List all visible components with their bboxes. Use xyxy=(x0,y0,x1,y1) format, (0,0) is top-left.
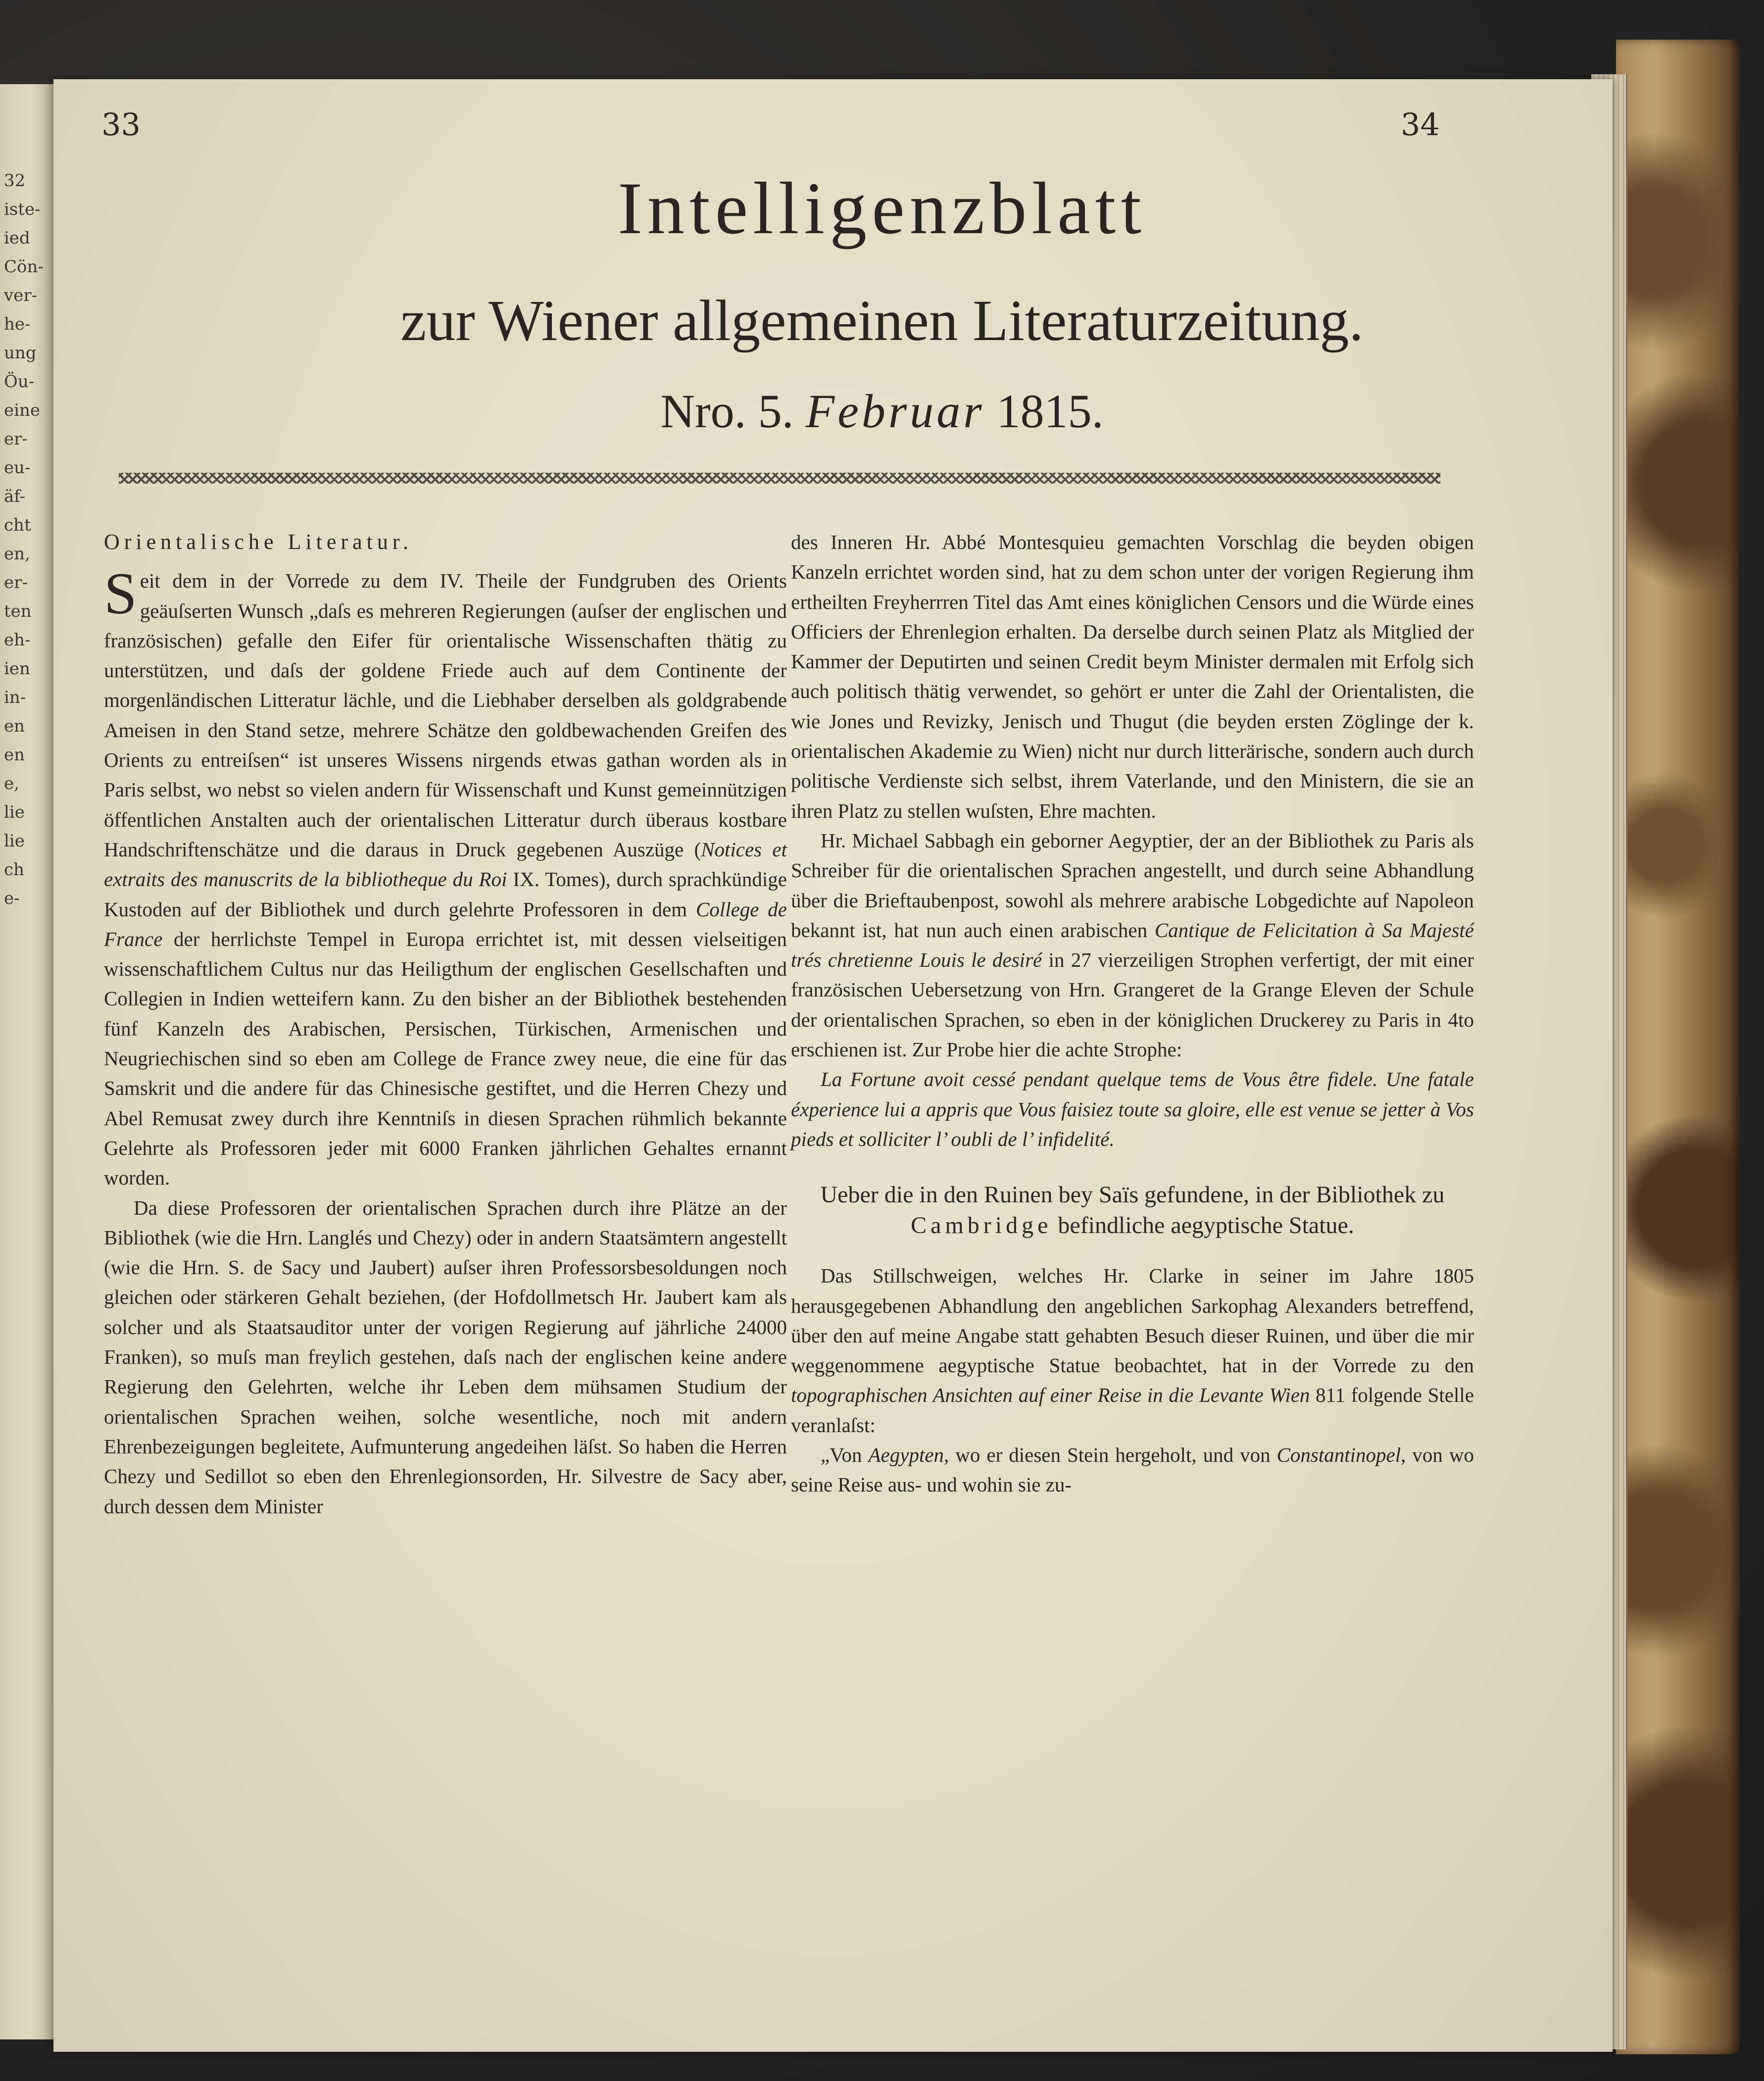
margin-fragment: e, xyxy=(4,774,19,793)
margin-fragment: cht xyxy=(4,515,31,535)
facing-page-left xyxy=(0,84,57,2039)
heading-run: Ueber die in den Ruinen bey Saïs gefundene, in der Bibliothek zu xyxy=(820,1182,1445,1208)
right-paragraph-2 xyxy=(791,826,1474,1064)
section-title: Orientalische Literatur. xyxy=(104,530,413,554)
margin-fragment: en, xyxy=(4,544,30,564)
italic-title: Notices et extraits des manuscrits de la bibliotheque du Roi xyxy=(104,838,787,891)
margin-fragment: ten xyxy=(4,601,32,621)
margin-fragment: lie xyxy=(4,802,25,822)
text-run: IX. Tomes), durch sprachkündige Kustoden auf der Bibliothek und durch gelehrte Professoren in dem xyxy=(104,868,787,921)
issue-number: Nro. 5. xyxy=(660,385,794,438)
left-column xyxy=(104,527,787,1521)
margin-fragment: ung xyxy=(4,343,37,363)
left-paragraph-1 xyxy=(104,560,787,1192)
margin-fragment: 32 xyxy=(4,171,26,191)
page-number-right: 34 xyxy=(1401,106,1440,143)
text-run: Das Stillschweigen, welches Hr. Clarke in seiner im Jahre 1805 herausgegebenen Abhandlung den angeblichen Sarkophag Alexanders betreffend, über den auf meine Angabe statt gehabten Besuch dieser Ruinen, und über die mir weggenommene aegyptische Statue beobachtet, hat in der Vorrede zu den xyxy=(791,1264,1474,1377)
margin-fragment: eine xyxy=(4,400,41,420)
page-number-left: 33 xyxy=(101,106,141,143)
issue-month: Februar xyxy=(805,385,985,438)
heading-run: befindliche aegyptische Statue. xyxy=(1052,1212,1354,1239)
margin-fragment: lie xyxy=(4,831,25,851)
text-run: eit dem in der Vorrede zu dem IV. Theile der Fundgruben des Orients geäuſserten Wunsch „daſs es mehreren Regierungen (auſser der englischen und französischen) gefalle den Eifer für orientalische Wissenschaften thätig zu unterstützen, und daſs der goldene Friede auch auf dem Continente der morgenländischen Litteratur lächle, und die Liebhaber derselben als goldgrabende Ameisen in den Stand setze, mehrere Schätze den goldbewachenden Greifen des Orients zu entreiſsen“ ist unseres Wissens nirgends etwas gathan worden als in Paris selbst, wo nebst so vielen andern für Wissenschaft und Kunst gemeinnützigen öffentlichen Anstalten auch der orientalischen Litteratur durch überaus kostbare Handschriftenschätze und die daraus in Druck gegebenen Auszüge ( xyxy=(104,569,787,861)
article-heading xyxy=(791,1180,1474,1241)
margin-fragment: e- xyxy=(4,889,20,908)
text-run: Hr. Michael Sabbagh ein geborner Aegyptier, der an der Bibliothek zu Paris als Schreiber für die orientalischen Sprachen angestellt, und durch seine Abhandlung über die Brieftaubenpost, sowohl als mehrere arabische Lobgedichte auf Napoleon bekannt ist, hat nun auch einen arabischen xyxy=(791,829,1474,941)
right-column xyxy=(791,527,1474,1500)
italic-title: Cantique de Felicitation à Sa Majesté trés chretienne Louis le desiré xyxy=(791,918,1474,972)
text-run: in 27 vierzeiligen Strophen verfertigt, der mit einer französischen Uebersetzung von Hrn. Grangeret de la Grange Eleven der Schule der orientalischen Sprachen, so eben in der königlichen Druckerey zu Paris in 4to erschienen ist. Zur Probe hier die achte Strophe: xyxy=(791,948,1474,1061)
masthead-subtitle: zur Wiener allgemeinen Literaturzeitung. xyxy=(400,288,1364,353)
margin-fragment: ch xyxy=(4,860,24,880)
margin-fragment: ien xyxy=(4,659,30,679)
heading-spaced-word: Cambridge xyxy=(911,1212,1052,1239)
french-quote: La Fortune avoit cessé pendant quelque tems de Vous être fidele. Une fatale éxperience lui a appris que Vous faisiez toute sa gloire, elle est venue se jetter à Vos pieds et solliciter l’ oubli de l’ infidelité. xyxy=(791,1068,1474,1150)
margin-fragment: he- xyxy=(4,314,31,334)
text-run: , von wo seine Reise aus- und wohin sie zu- xyxy=(791,1443,1474,1496)
right-paragraph-3 xyxy=(791,1261,1474,1440)
text-run: der herrlichste Tempel in Europa errichtet ist, mit dessen vielseitigen wissenschaftlichem Cultus nur das Heiligthum der englischen Gesellschaften und Collegien in Indien wetteifern kann. Zu den bisher an der Bibliothek bestehenden fünf Kanzeln des Arabischen, Persischen, Türkischen, Armenischen und Neugriechischen sind so eben am College de France zwey neue, die eine für das Samskrit und die andere für das Chinesische gestiftet, und die Herren Chezy und Abel Remusat zwey durch ihre Kenntniſs in diesen Sprachen rühmlich bekannte Gelehrte als Professoren jeder mit 6000 Franken jährlichen Gehaltes ernannt worden. xyxy=(104,927,787,1189)
margin-fragment: Öu- xyxy=(4,372,35,392)
ornamental-rule xyxy=(119,473,1440,484)
margin-fragment: iste- xyxy=(4,199,41,219)
right-paragraph-4 xyxy=(791,1440,1474,1500)
margin-fragment: äf- xyxy=(4,487,26,506)
margin-fragment: er- xyxy=(4,429,28,449)
italic-name: College de France xyxy=(104,897,787,950)
italic-place: Constantinopel xyxy=(1276,1443,1401,1467)
margin-fragment: en xyxy=(4,716,25,736)
masthead-title: Intelligenzblatt xyxy=(618,167,1146,249)
margin-fragment: eu- xyxy=(4,458,31,478)
margin-fragment: in- xyxy=(4,688,26,707)
left-paragraph-2: Da diese Professoren der orientalischen Sprachen durch ihre Plätze an der Bibliothek (wie die Hrn. Langlés und Chezy) oder in andern Staatsämtern angestellt (wie die Hrn. S. de Sacy und Jaubert) auſser ihren Professorsbesoldungen noch gleichen oder stärkeren Gehalt beziehen, (der Hofdollmetsch Hr. Jaubert kam als solcher und als Staatsauditor unter der vorigen Regierung auf jährliche 24000 Franken), so muſs man freylich gestehen, daſs nach der englischen keine andere Regierung den Gelehrten, welche ihr Leben dem mühsamen Studium der orientalischen Sprachen weihen, solche wesentliche, noch mit andern Ehrenbezeigungen begleitete, Aufmunterung angedeihen läſst. So haben die Herren Chezy und Sedillot so eben den Ehrenlegionsorden, Hr. Silvestre de Sacy aber, durch dessen dem Minister xyxy=(104,1196,787,1518)
margin-fragment: er- xyxy=(4,573,28,593)
right-paragraph-1: des Inneren Hr. Abbé Montesquieu gemachten Vorschlag die beyden obigen Kanzeln errichtet worden sind, hat zu dem schon unter der vorigen Regierung ihm ertheilten Freyherrren Titel das Amt eines königlichen Censors und die Würde eines Officiers der Ehrenlegion erhalten. Da derselbe durch seinen Platz als Mitglied der Kammer der Deputirten und seinen Credit beym Minister dermalen mit Erfolg sich auch politisch thätig verwendet, so gehört er unter die Zahl der Orientalisten, die wie Jones und Revizky, Jenisch und Thugut (die beyden ersten Zöglinge der k. orientalischen Akademie zu Wien) nicht nur durch litterärische, sondern auch durch politische Verdienste sich selbst, ihrem Vaterlande, und den Ministern, die sie an ihren Platz zu stellen wuſsten, Ehre machten. xyxy=(791,531,1474,822)
drop-cap: S xyxy=(104,560,137,627)
margin-fragment: en xyxy=(4,745,25,765)
issue-year: 1815. xyxy=(996,385,1104,438)
text-run: , wo er diesen Stein hergeholt, und von xyxy=(944,1443,1277,1467)
margin-fragment: Cön- xyxy=(4,257,44,277)
margin-fragment: eh- xyxy=(4,630,31,650)
italic-title: topographischen Ansichten auf einer Reise in die Levante Wien xyxy=(791,1384,1310,1407)
margin-fragment: ied xyxy=(4,228,30,248)
text-run: 811 folgende Stelle veranlaſst: xyxy=(791,1384,1474,1437)
text-run: „Von xyxy=(821,1443,869,1467)
italic-place: Aegypten xyxy=(868,1443,944,1467)
issue-line xyxy=(0,384,1764,439)
margin-fragment: ver- xyxy=(4,286,38,305)
